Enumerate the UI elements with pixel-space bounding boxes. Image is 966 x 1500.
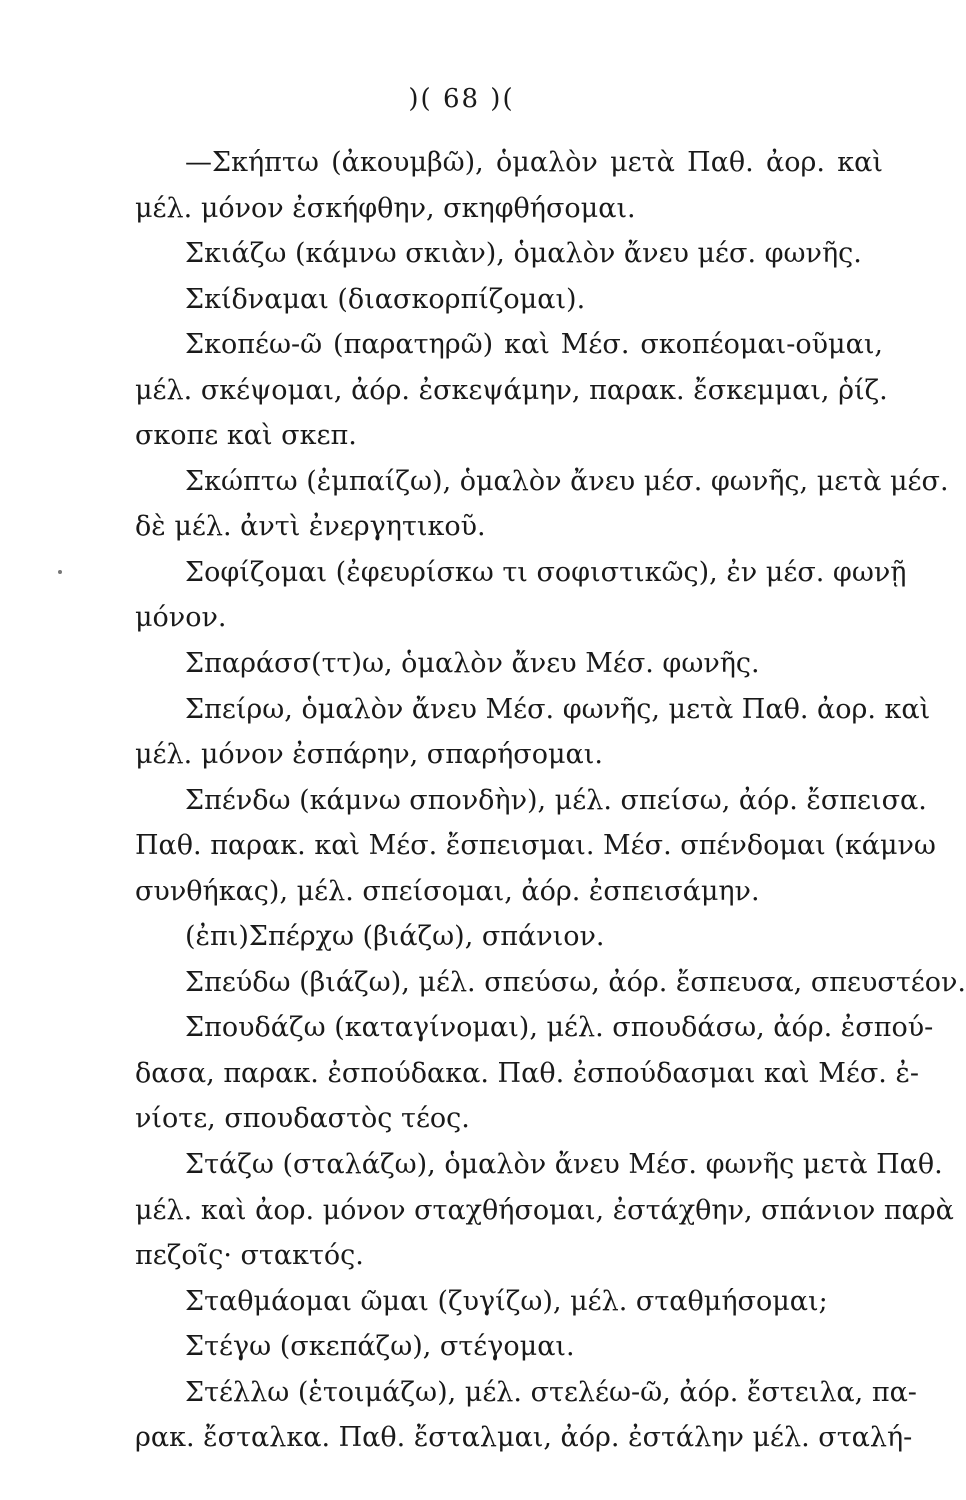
text-line: Σοφίζομαι (ἐφευρίσκω τι σοφιστικῶς), ἐν μέσ. φωνῇ xyxy=(185,556,907,588)
text-line: —Σκήπτω (ἀκουμβῶ), ὁμαλὸν μετὰ Παθ. ἀορ. καὶ xyxy=(185,147,883,178)
text-line: σκοπε καὶ σκεπ. xyxy=(135,420,357,452)
text-line: δὲ μέλ. ἀντὶ ἐνεργητικοῦ. xyxy=(135,511,486,543)
text-line: μέλ. σκέψομαι, ἀόρ. ἐσκεψάμην, παρακ. ἔσκεμμαι, ῥίζ. xyxy=(135,374,888,406)
dictionary-text xyxy=(135,140,966,1461)
text-line: δασα, παρακ. ἐσπούδακα. Παθ. ἐσπούδασμαι καὶ Μέσ. ἐ- xyxy=(135,1057,920,1089)
text-line: νίοτε, σπουδαστὸς τέος. xyxy=(135,1103,470,1135)
text-line: Σταθμάομαι ῶμαι (ζυγίζω), μέλ. σταθμήσομαι; xyxy=(185,1285,828,1317)
text-line: μέλ. μόνον ἐσπάρην, σπαρήσομαι. xyxy=(135,739,603,771)
text-line: Σκίδναμαι (διασκορπίζομαι). xyxy=(185,283,586,315)
text-line: μόνον. xyxy=(135,602,227,634)
text-line: Σκώπτω (ἐμπαίζω), ὁμαλὸν ἄνευ μέσ. φωνῆς, μετὰ μέσ. xyxy=(185,465,949,497)
text-line: ρακ. ἔσταλκα. Παθ. ἔσταλμαι, ἀόρ. ἐστάλην μέλ. σταλή- xyxy=(135,1422,913,1454)
text-line: μέλ. καὶ ἀορ. μόνον σταχθήσομαι, ἐστάχθην, σπάνιον παρὰ xyxy=(135,1194,954,1226)
text-line: Σπαράσσ(ττ)ω, ὁμαλὸν ἄνευ Μέσ. φωνῆς. xyxy=(185,648,760,680)
text-line: μέλ. μόνον ἐσκήφθην, σκηφθήσομαι. xyxy=(135,192,636,224)
text-line: Σκοπέω-ῶ (παρατηρῶ) καὶ Μέσ. σκοπέομαι-οῦμαι, xyxy=(185,329,883,361)
ink-speck xyxy=(58,570,62,574)
text-line: Σκιάζω (κάμνω σκιὰν), ὁμαλὸν ἄνευ μέσ. φωνῆς. xyxy=(185,238,862,270)
text-line: Σπεύδω (βιάζω), μέλ. σπεύσω, ἀόρ. ἔσπευσα, σπευστέον. xyxy=(185,966,966,998)
text-line: Παθ. παρακ. καὶ Μέσ. ἔσπεισμαι. Μέσ. σπένδομαι (κάμνω xyxy=(135,830,936,862)
text-line: Σπείρω, ὁμαλὸν ἄνευ Μέσ. φωνῆς, μετὰ Παθ. ἀορ. καὶ xyxy=(185,693,931,725)
page-number-header: )( 68 )( xyxy=(408,84,515,114)
text-line: Στέγω (σκεπάζω), στέγομαι. xyxy=(185,1331,575,1363)
text-line: Σπουδάζω (καταγίνομαι), μέλ. σπουδάσω, ἀόρ. ἐσπού- xyxy=(185,1012,934,1044)
text-line: Στάζω (σταλάζω), ὁμαλὸν ἄνευ Μέσ. φωνῆς μετὰ Παθ. xyxy=(185,1149,943,1181)
text-line: πεζοῖς· στακτός. xyxy=(135,1240,364,1272)
text-line: Στέλλω (ἑτοιμάζω), μέλ. στελέω-ῶ, ἀόρ. ἔστειλα, πα- xyxy=(185,1376,917,1408)
text-line: Σπένδω (κάμνω σπονδὴν), μέλ. σπείσω, ἀόρ. ἔσπεισα. xyxy=(185,784,927,816)
text-line: συνθήκας), μέλ. σπείσομαι, ἀόρ. ἐσπεισάμην. xyxy=(135,875,760,907)
text-line: (ἐπι)Σπέρχω (βιάζω), σπάνιον. xyxy=(185,921,605,953)
